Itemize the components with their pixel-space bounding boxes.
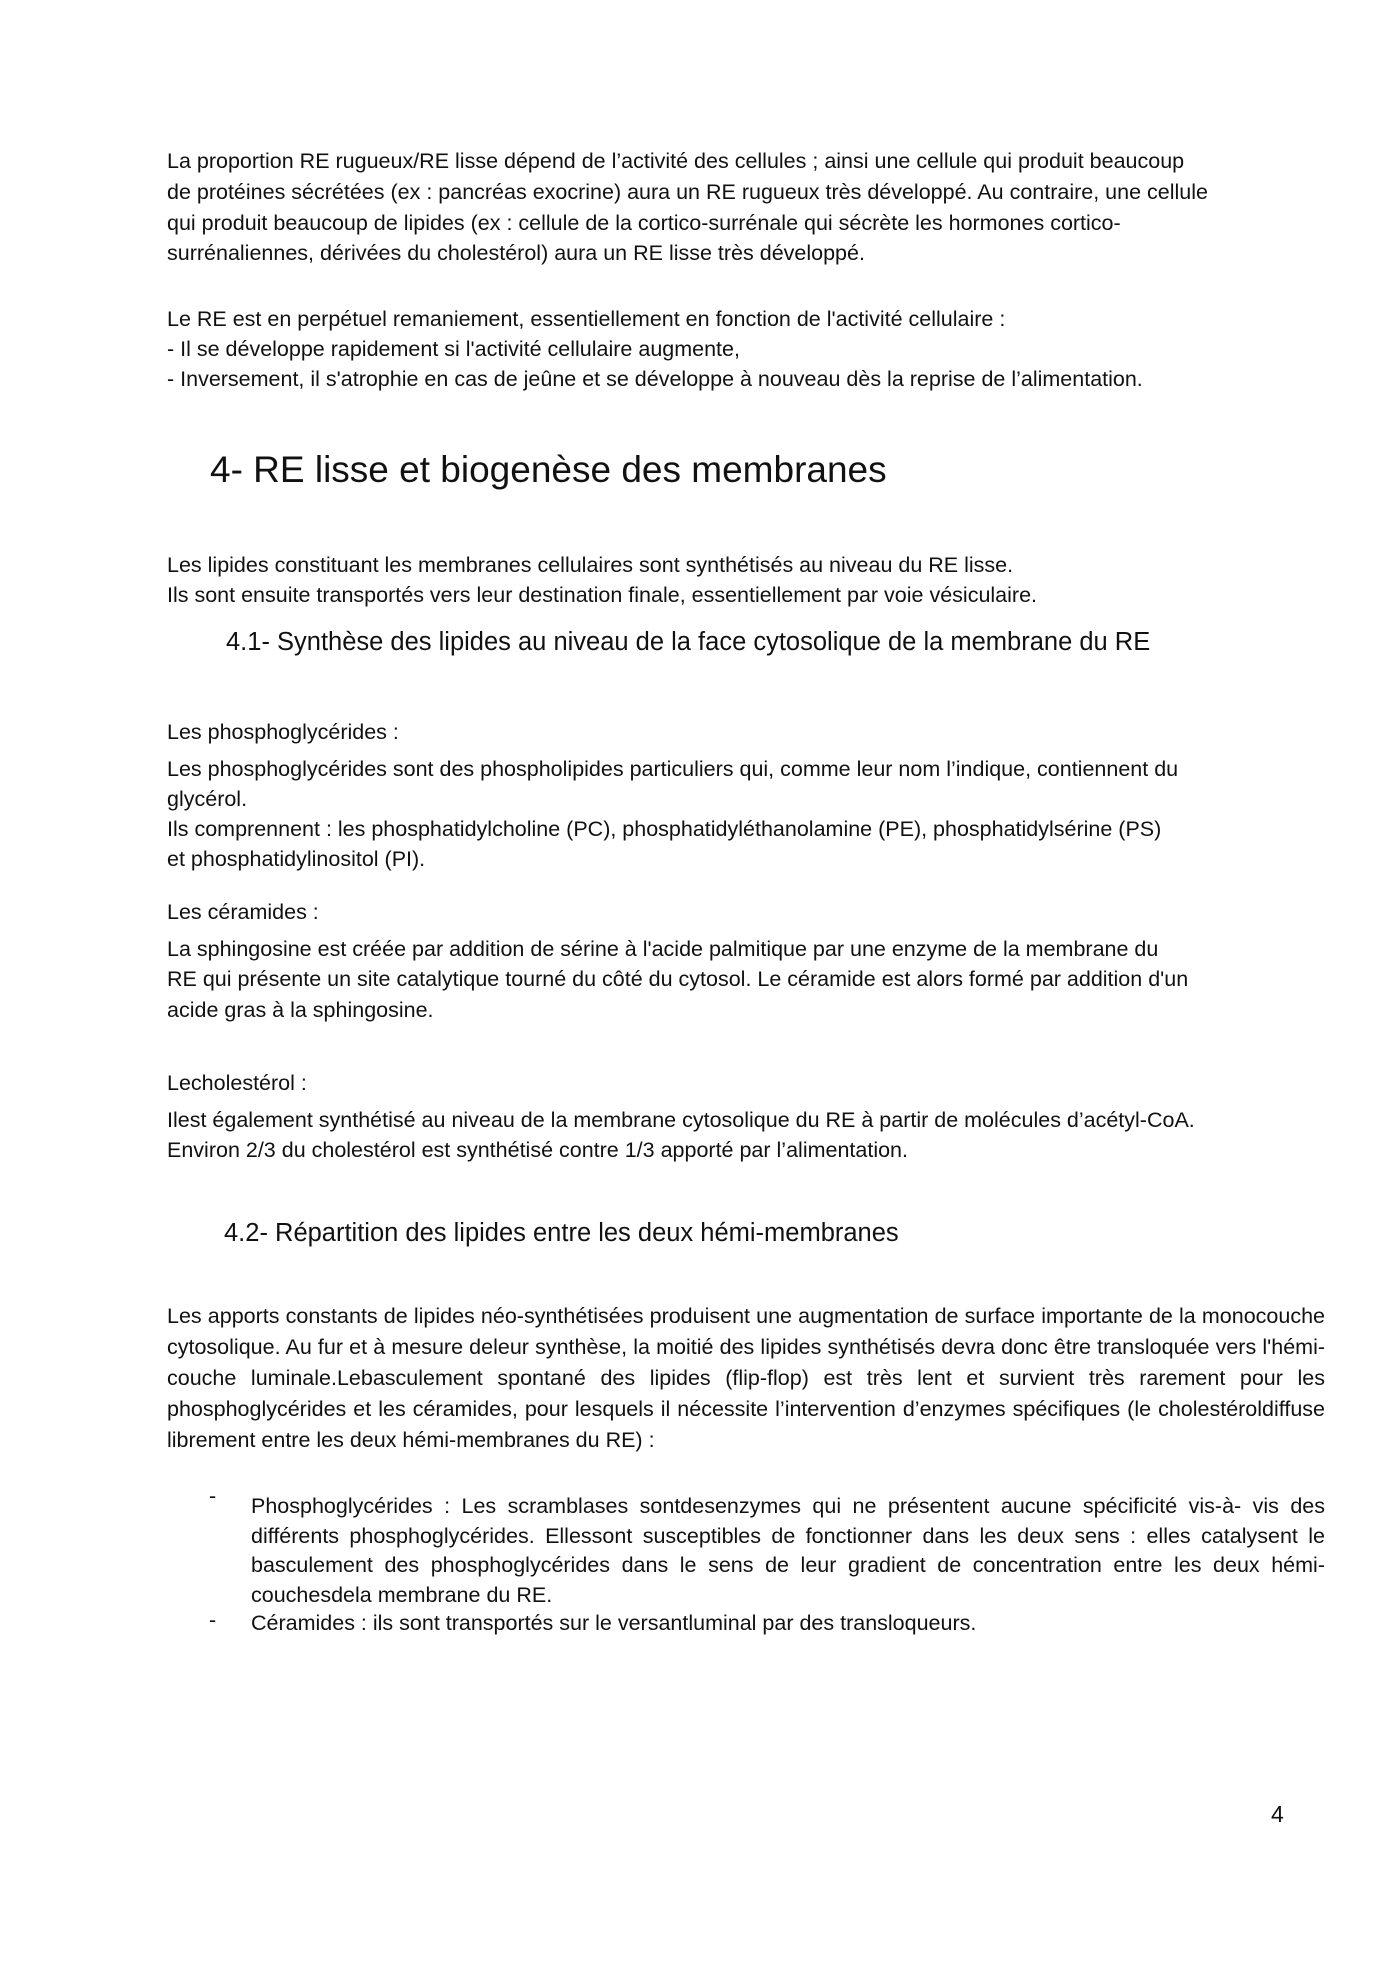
- text-line: Ils comprennent : les phosphatidylcholine (PC), phosphatidyléthanolamine (PE), phosphatidylsérine (PS): [167, 817, 1162, 841]
- text-line: Les phosphoglycérides sont des phospholipides particuliers qui, comme leur nom l’indique, contiennent du: [167, 757, 1179, 781]
- section-heading-4-2: 4.2- Répartition des lipides entre les deux hémi-membranes: [224, 1219, 899, 1247]
- text-line: La sphingosine est créée par addition de sérine à l'acide palmitique par une enzyme de la membrane du: [167, 937, 1159, 961]
- section-4-2-paragraph: Les apports constants de lipides néo-synthétisées produisent une augmentation de surface importante de la monocouche cytosolique. Au fur et à mesure deleur synthèse, la moitié des lipides synthétisés devra donc être transloquée vers l'hémi-couche luminale.Lebasculement spontané des lipides (flip-flop) est très lent et survient très rarement pour les phosphoglycérides et les céramides, pour lesquels il nécessite l’intervention d’enzymes spécifiques (le cholestéroldiffuse librement entre les deux hémi-membranes du RE) :: [167, 1304, 1325, 1452]
- section-heading-4: 4- RE lisse et biogenèse des membranes: [210, 449, 887, 490]
- text-line: Le RE est en perpétuel remaniement, essentiellement en fonction de l'activité cellulaire :: [167, 307, 1006, 331]
- bullet-dash: -: [209, 1484, 217, 1508]
- page-number: 4: [1271, 1801, 1284, 1827]
- text-line: Les lipides constituant les membranes cellulaires sont synthétisés au niveau du RE lisse.: [167, 553, 1014, 577]
- text-line: - Inversement, il s'atrophie en cas de jeûne et se développe à nouveau dès la reprise de l’alimentation.: [167, 367, 1143, 391]
- text-line: Ils sont ensuite transportés vers leur destination finale, essentiellement par voie vésiculaire.: [167, 583, 1038, 607]
- subsection-label-phosphoglycerides: Les phosphoglycérides :: [167, 720, 399, 744]
- section-heading-4-1: 4.1- Synthèse des lipides au niveau de la face cytosolique de la membrane du RE: [226, 628, 1151, 656]
- bullet-dash: -: [209, 1608, 217, 1632]
- text-line: qui produit beaucoup de lipides (ex : cellule de la cortico-surrénale qui sécrète les hormones cortico-: [167, 211, 1121, 235]
- text-line: RE qui présente un site catalytique tourné du côté du cytosol. Le céramide est alors formé par addition d'un: [167, 967, 1189, 991]
- text-line: surrénaliennes, dérivées du cholestérol) aura un RE lisse très développé.: [167, 241, 865, 265]
- text-line: - Il se développe rapidement si l'activité cellulaire augmente,: [167, 337, 740, 361]
- subsection-label-ceramides: Les céramides :: [167, 900, 319, 924]
- text-line: et phosphatidylinositol (PI).: [167, 847, 426, 871]
- list-item: Phosphoglycérides : Les scramblases sontdesenzymes qui ne présentent aucune spécificité vis-à- vis des différents phosphoglycérides. Ellessont susceptibles de fonctionner dans les deux sens : elles catalysent le basculement des phosphoglycérides dans le sens de leur gradient de concentration entre les deux hémi-couchesdela membrane du RE.: [251, 1494, 1325, 1607]
- text-line: acide gras à la sphingosine.: [167, 998, 434, 1022]
- text-line: glycérol.: [167, 787, 248, 811]
- list-item: Céramides : ils sont transportés sur le versantluminal par des transloqueurs.: [251, 1611, 977, 1635]
- subsection-label-cholesterol: Lecholestérol :: [167, 1071, 307, 1095]
- text-line: Ilest également synthétisé au niveau de la membrane cytosolique du RE à partir de molécules d’acétyl-CoA.: [167, 1108, 1195, 1132]
- text-line: de protéines sécrétées (ex : pancréas exocrine) aura un RE rugueux très développé. Au contraire, une cellule: [167, 180, 1208, 204]
- text-line: Environ 2/3 du cholestérol est synthétisé contre 1/3 apporté par l’alimentation.: [167, 1138, 908, 1162]
- text-line: La proportion RE rugueux/RE lisse dépend de l’activité des cellules ; ainsi une cellule qui produit beaucoup: [167, 149, 1185, 173]
